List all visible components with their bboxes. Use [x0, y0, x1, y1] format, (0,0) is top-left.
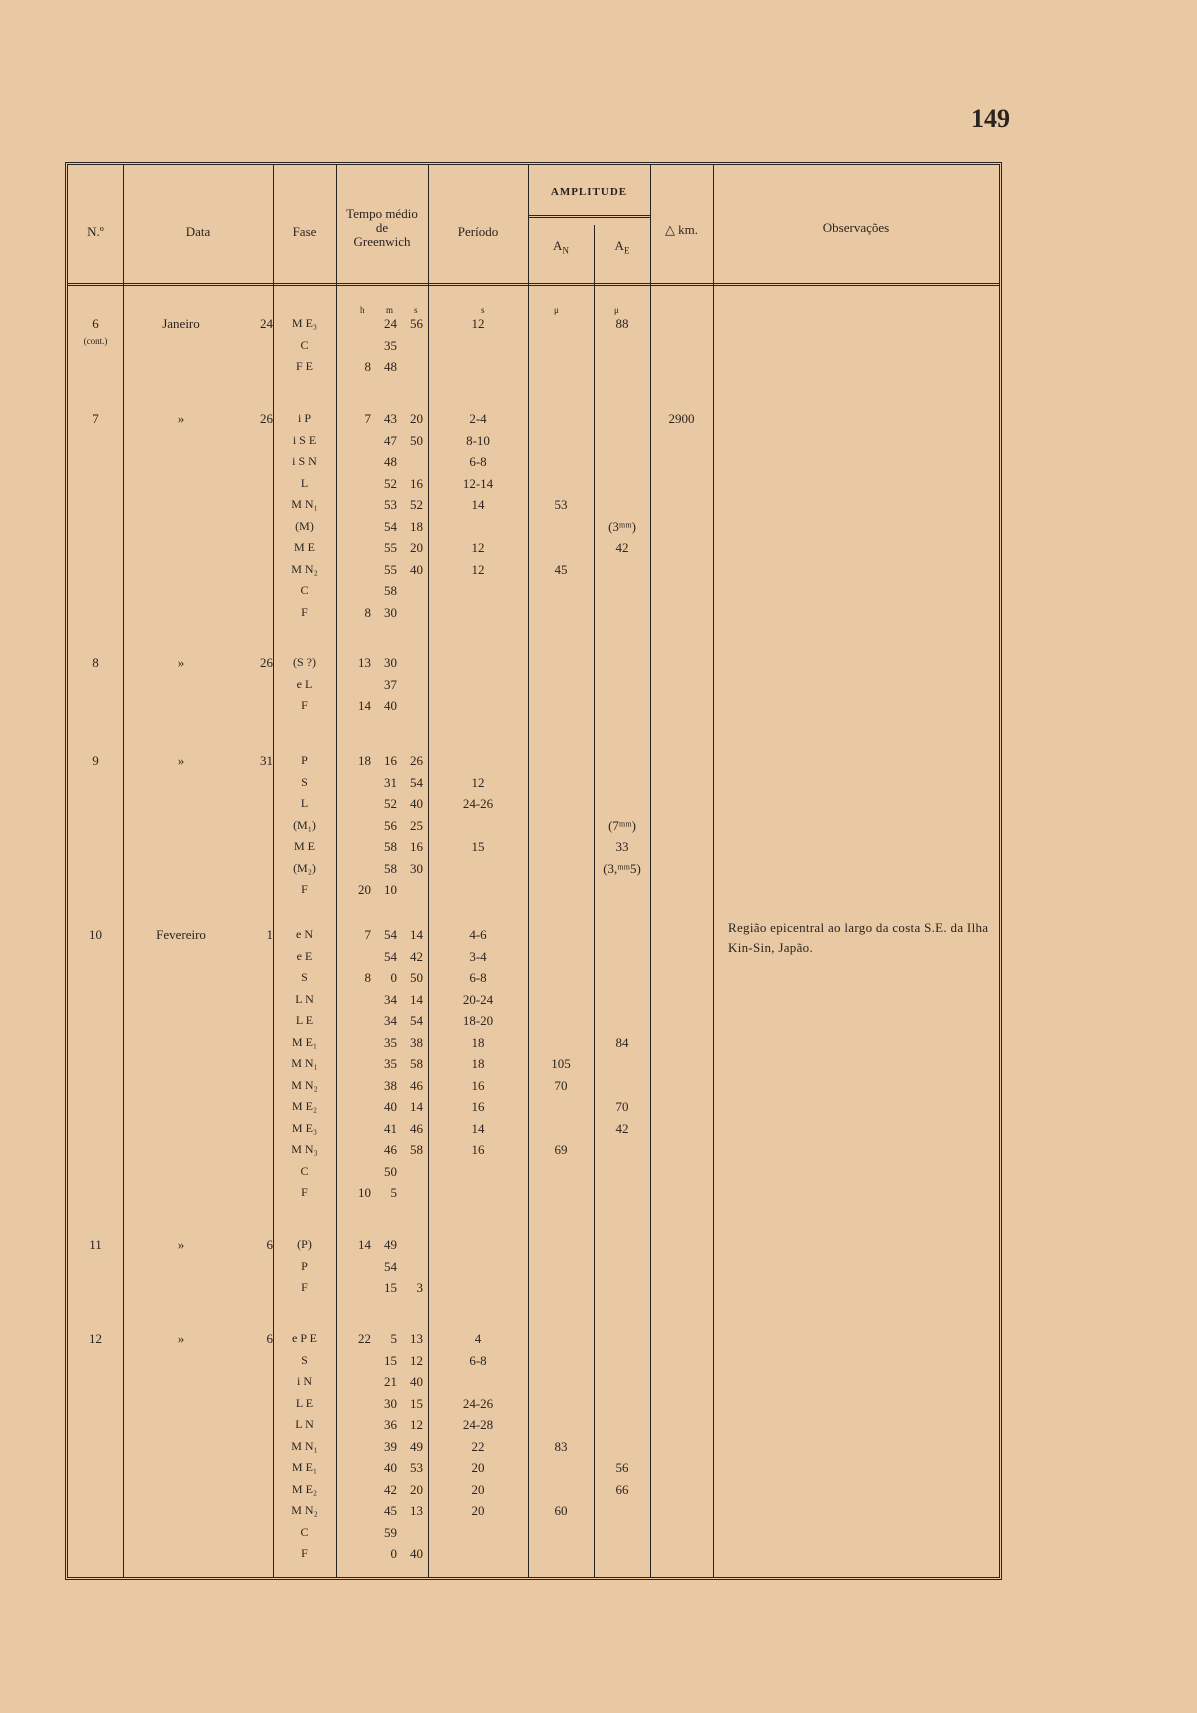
cell-per: 20	[471, 1481, 485, 1497]
cell-fase: P	[301, 1258, 308, 1273]
unit-ae: μ	[614, 305, 619, 315]
cell-fase: M N₂	[291, 1077, 318, 1092]
cell-per: 16	[471, 1142, 485, 1157]
cell-fase: M E	[294, 839, 315, 853]
cell-h: 18	[358, 753, 371, 768]
cell-s: 46	[410, 1120, 423, 1136]
unit-s: s	[414, 305, 418, 315]
cell-per: 18	[471, 1034, 485, 1050]
cell-h: 8	[364, 604, 371, 620]
cell-per: 6-8	[469, 1352, 487, 1368]
cell-fase: M E₃	[291, 316, 318, 330]
header-periodo: Período	[457, 224, 499, 239]
cell-m: 42	[384, 1481, 397, 1497]
header-ae: $A_E$	[614, 238, 630, 256]
cell-fase: L E	[295, 1013, 314, 1027]
cell-fase: M E₂	[291, 1099, 318, 1113]
cell-s: 56	[410, 316, 423, 331]
cell-m: 52	[384, 475, 397, 491]
cell-day: 6	[266, 1237, 273, 1252]
cell-fase: C	[300, 337, 309, 352]
cell-fase: L	[300, 475, 309, 490]
cell-fase: i S N	[292, 454, 317, 468]
cell-m: 58	[384, 583, 397, 598]
cell-day: 24	[260, 316, 273, 331]
cell-per: 12	[471, 540, 485, 555]
cell-s: 15	[410, 1395, 423, 1411]
cell-fase: e E	[296, 948, 313, 963]
cell-fase: F	[301, 698, 308, 712]
cell-per: 16	[471, 1077, 485, 1093]
cell-m: 58	[384, 860, 397, 876]
cell-per: 18-20	[462, 1013, 494, 1028]
cell-fase: F	[301, 1546, 308, 1560]
cell-m: 0	[390, 970, 397, 985]
cell-no: 9	[92, 753, 99, 768]
cell-fase: (M₂)	[293, 860, 316, 875]
cell-h: 22	[358, 1331, 371, 1346]
unit-h: h	[360, 305, 365, 315]
cell-fase: (P)	[297, 1237, 312, 1251]
cell-fase: S	[301, 970, 308, 984]
cell-m: 54	[384, 1258, 397, 1274]
cell-fase: e L	[296, 676, 313, 691]
cell-s: 54	[410, 1013, 423, 1028]
cell-ae: (7ᵐᵐ)	[608, 817, 636, 833]
cell-m: 40	[384, 698, 397, 713]
cell-per: 12	[471, 774, 485, 790]
cell-fase: P	[301, 753, 308, 767]
cell-month: Fevereiro	[156, 927, 206, 942]
cell-per: 20	[471, 1460, 485, 1475]
cell-s: 14	[410, 991, 423, 1007]
cell-s: 42	[410, 948, 423, 964]
cell-s: 26	[410, 753, 423, 768]
header-fase: Fase	[292, 224, 317, 239]
cell-m: 49	[384, 1237, 397, 1252]
cell-day: 26	[260, 655, 273, 670]
cell-s: 16	[410, 475, 423, 491]
cell-m: 50	[384, 1163, 397, 1179]
header-tempo: Tempo médio de Greenwich	[346, 206, 418, 249]
cell-m: 38	[384, 1077, 397, 1093]
cell-per: 2-4	[469, 411, 487, 426]
cell-per: 15	[471, 839, 485, 854]
cell-m: 15	[384, 1280, 397, 1295]
cell-no: 8	[92, 655, 99, 670]
cell-h: 20	[358, 882, 371, 897]
cell-ae: (3,ᵐᵐ5)	[603, 860, 641, 876]
cell-fase: L E	[295, 1395, 314, 1410]
cell-day: 26	[260, 411, 273, 426]
cell-m: 54	[384, 927, 397, 942]
cell-s: 50	[410, 970, 423, 985]
cell-km: 2900	[668, 411, 695, 426]
cell-s: 40	[410, 1546, 423, 1561]
cell-m: 0	[390, 1546, 397, 1561]
cell-s: 20	[410, 540, 423, 555]
cell-fase: M N₂	[291, 561, 318, 576]
cell-h: 10	[358, 1185, 371, 1200]
cell-s: 18	[410, 518, 423, 534]
cell-m: 30	[384, 604, 397, 620]
cell-m: 40	[384, 1460, 397, 1475]
cell-ae: 56	[615, 1460, 629, 1475]
seismic-table	[65, 162, 1002, 1580]
cell-m: 21	[384, 1374, 397, 1389]
unit-m: m	[386, 305, 394, 315]
cell-ae: 66	[615, 1481, 629, 1497]
cell-m: 10	[384, 882, 397, 897]
cell-m: 58	[384, 839, 397, 854]
cell-fase: S	[301, 1352, 308, 1367]
cell-m: 34	[384, 1013, 397, 1028]
cell-ae: 42	[615, 1120, 629, 1136]
cell-per: 14	[471, 497, 485, 512]
cell-no: 12	[89, 1331, 102, 1346]
cell-per: 12	[471, 561, 485, 577]
cell-fase: F E	[295, 359, 313, 373]
cell-s: 13	[410, 1503, 423, 1518]
cell-fase: M E	[294, 540, 315, 554]
cell-m: 5	[390, 1331, 397, 1346]
cell-s: 54	[410, 774, 423, 790]
header-observacoes: Observações	[822, 220, 890, 235]
cell-s: 13	[410, 1331, 423, 1346]
cell-s: 12	[410, 1417, 423, 1432]
cell-s: 40	[410, 796, 423, 811]
cell-month: »	[177, 411, 185, 426]
cell-m: 35	[384, 337, 397, 353]
cell-fase: M E₁	[291, 1460, 318, 1474]
cell-s: 25	[410, 817, 423, 833]
cell-h: 13	[358, 655, 371, 670]
cell-per: 12-14	[462, 475, 494, 491]
cell-s: 3	[416, 1280, 423, 1295]
cell-s: 14	[410, 1099, 423, 1114]
cell-per: 4	[474, 1331, 482, 1346]
cell-s: 30	[410, 860, 423, 876]
cell-fase: L N	[295, 991, 314, 1006]
cell-no: 6	[92, 316, 99, 331]
cell-m: 56	[384, 817, 397, 833]
unit-periodo: s	[481, 305, 485, 315]
unit-an: μ	[554, 305, 559, 315]
page-number: 149	[971, 104, 1010, 133]
cell-fase: (S ?)	[293, 655, 316, 669]
cell-per: 24-26	[462, 796, 494, 811]
cell-fase: F	[301, 604, 308, 619]
cell-s: 12	[410, 1352, 423, 1368]
cell-fase: S	[301, 774, 308, 789]
cell-fase: M E₂	[291, 1481, 318, 1496]
header-no: N.º	[87, 224, 104, 239]
cell-fase: (M₁)	[293, 817, 316, 832]
cell-m: 47	[384, 432, 397, 448]
cell-fase: M E₁	[291, 1034, 318, 1049]
cell-fase: L	[300, 796, 309, 810]
cell-ae: 70	[615, 1099, 629, 1114]
cell-m: 35	[384, 1034, 397, 1050]
cell-ae: 33	[615, 839, 629, 854]
cell-an: 83	[554, 1438, 568, 1454]
cell-per: 6-8	[469, 454, 487, 469]
cell-an: 70	[554, 1077, 568, 1093]
cell-per: 12	[471, 316, 485, 331]
cell-fase: C	[300, 1163, 309, 1178]
cell-fase: F	[301, 1185, 308, 1199]
cell-s: 58	[410, 1142, 423, 1157]
cell-h: 14	[358, 1237, 371, 1252]
cell-an: 53	[554, 497, 568, 512]
cell-m: 15	[384, 1352, 397, 1368]
cell-s: 53	[410, 1460, 423, 1475]
cell-an: 45	[554, 561, 568, 577]
cell-an: 60	[554, 1503, 568, 1518]
cell-m: 55	[384, 561, 397, 577]
cell-m: 30	[384, 1395, 397, 1411]
cell-per: 24-26	[462, 1395, 494, 1411]
cell-s: 38	[410, 1034, 423, 1050]
cell-fase: M N₂	[291, 1503, 318, 1517]
cell-per: 6-8	[469, 970, 487, 985]
cell-fase: M E₃	[291, 1120, 318, 1135]
cell-s: 49	[410, 1438, 423, 1454]
cell-per: 18	[471, 1056, 485, 1071]
cell-ae: (3ᵐᵐ)	[608, 518, 636, 534]
cell-s: 14	[410, 927, 423, 942]
cell-per: 20-24	[462, 991, 494, 1007]
cell-fase: e N	[296, 927, 313, 941]
cell-per: 14	[471, 1120, 485, 1136]
cell-ae: 88	[615, 316, 629, 331]
observation-note: Região epicentral ao largo da costa S.E. da Ilha Kin-Sin, Japão.	[728, 920, 989, 955]
cell-m: 40	[384, 1099, 397, 1114]
cell-per: 16	[471, 1099, 485, 1114]
cell-fase: F	[301, 1280, 308, 1294]
cell-an: 69	[554, 1142, 568, 1157]
cell-m: 54	[384, 948, 397, 964]
cell-s: 40	[410, 1374, 423, 1389]
cell-fase: C	[300, 583, 309, 597]
cell-ae: 84	[615, 1034, 629, 1050]
cell-m: 24	[384, 316, 397, 331]
cell-per: 3-4	[469, 948, 487, 964]
cell-s: 46	[410, 1077, 423, 1093]
cell-m: 46	[384, 1142, 397, 1157]
cell-month: »	[177, 655, 185, 670]
cell-fase: (M)	[295, 518, 314, 533]
cell-per: 22	[471, 1438, 485, 1454]
cell-day: 1	[266, 927, 273, 942]
cell-no: 7	[92, 411, 99, 426]
cell-s: 20	[410, 1481, 423, 1497]
cell-no: 11	[89, 1237, 102, 1252]
cell-h: 7	[364, 411, 371, 426]
header-data: Data	[185, 224, 211, 239]
cell-m: 55	[384, 540, 397, 555]
cell-h: 14	[358, 698, 371, 713]
cell-m: 48	[384, 454, 397, 469]
cell-m: 36	[384, 1417, 397, 1432]
cell-s: 52	[410, 497, 423, 512]
cell-m: 30	[384, 655, 397, 670]
cell-m: 34	[384, 991, 397, 1007]
cell-fase: i N	[297, 1374, 312, 1388]
cell-fase: L N	[295, 1417, 314, 1431]
cell-per: 20	[471, 1503, 485, 1518]
cell-s: 20	[410, 411, 423, 426]
cell-day: 6	[266, 1331, 273, 1346]
cell-m: 52	[384, 796, 397, 811]
cell-m: 39	[384, 1438, 397, 1454]
cell-m: 31	[384, 774, 397, 790]
cell-an: 105	[551, 1056, 571, 1071]
cell-fase: i S E	[292, 432, 317, 447]
cell-fase: F	[301, 882, 308, 896]
cell-day: 31	[260, 753, 273, 768]
cell-month: »	[177, 1237, 185, 1252]
cell-m: 53	[384, 497, 397, 512]
cell-per: 24-28	[462, 1417, 494, 1432]
cell-m: 48	[384, 359, 397, 374]
cell-month: »	[177, 753, 185, 768]
header-amplitude: AMPLITUDE	[550, 186, 628, 198]
cell-h: 8	[364, 359, 371, 374]
cell-ae: 42	[615, 540, 629, 555]
header-an: $A_N$	[553, 238, 569, 256]
cell-m: 35	[384, 1056, 397, 1071]
cell-no: 10	[89, 927, 102, 942]
cell-s: 40	[410, 561, 423, 577]
cell-m: 59	[384, 1524, 397, 1540]
cell-m: 54	[384, 518, 397, 534]
cell-fase: M N₁	[291, 1056, 318, 1070]
cell-m: 5	[390, 1185, 397, 1200]
cell-no: (cont.)	[83, 335, 108, 346]
cell-fase: i P	[297, 411, 311, 425]
cell-per: 8-10	[466, 432, 490, 448]
cell-m: 41	[384, 1120, 397, 1136]
cell-m: 16	[384, 753, 397, 768]
cell-m: 43	[384, 411, 397, 426]
cell-month: »	[177, 1331, 185, 1346]
cell-fase: e P E	[292, 1331, 317, 1345]
cell-month: Janeiro	[162, 316, 200, 331]
cell-per: 4-6	[469, 927, 487, 942]
cell-fase: M N₁	[291, 497, 318, 511]
cell-h: 7	[364, 927, 371, 942]
cell-fase: M N₁	[291, 1438, 318, 1453]
cell-h: 8	[364, 970, 371, 985]
cell-fase: M N₃	[291, 1142, 318, 1156]
cell-s: 50	[410, 432, 423, 448]
cell-m: 37	[384, 676, 397, 692]
cell-s: 58	[410, 1056, 423, 1071]
cell-m: 45	[384, 1503, 397, 1518]
cell-s: 16	[410, 839, 423, 854]
cell-fase: C	[300, 1524, 309, 1539]
header-delta-km: △ km.	[664, 222, 699, 237]
